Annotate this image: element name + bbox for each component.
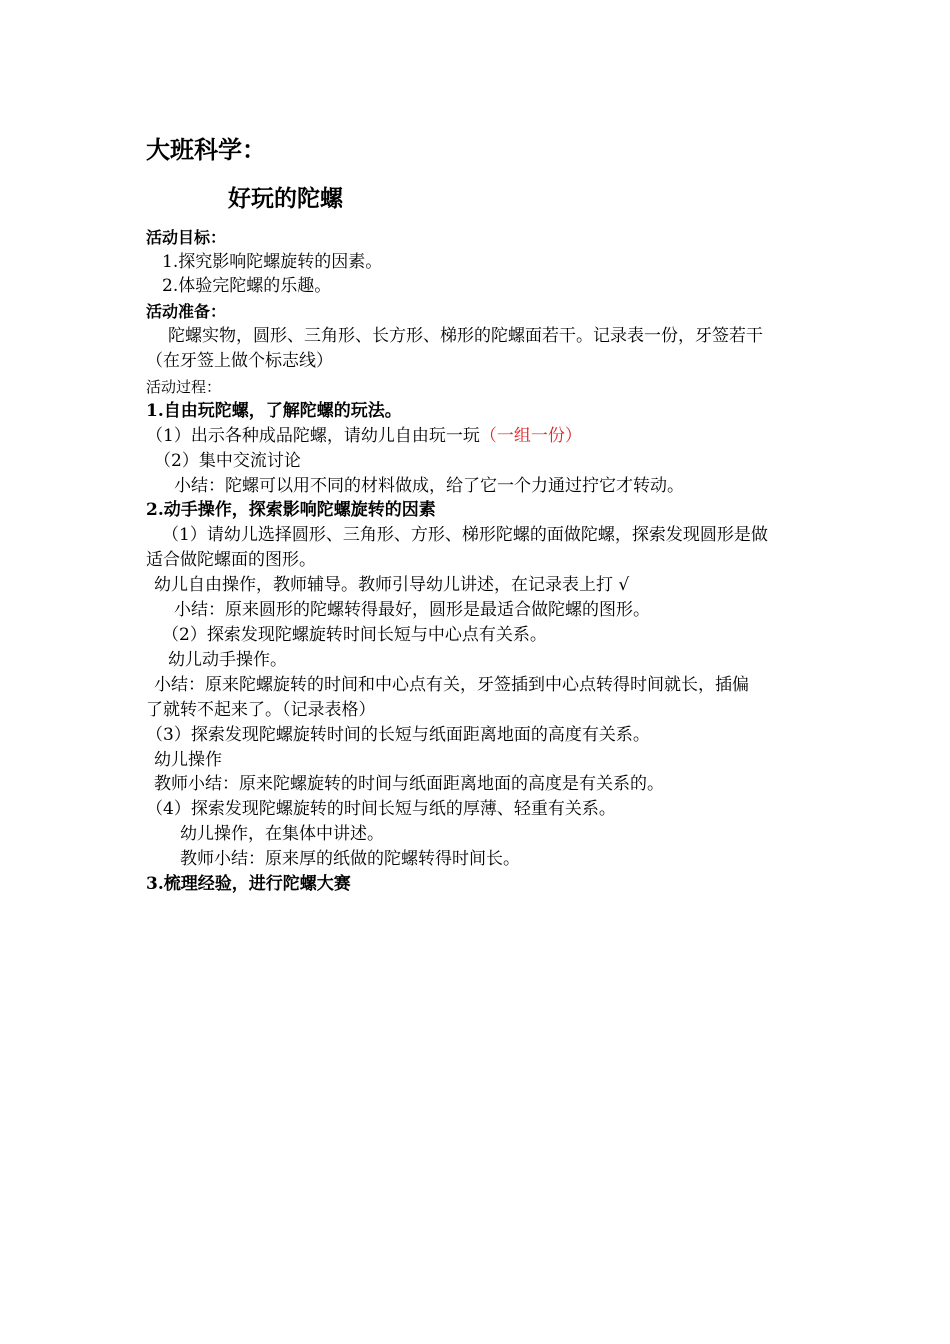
step1-heading: 1.自由玩陀螺，了解陀螺的玩法。 <box>146 401 402 421</box>
step2-item4-op: 幼儿操作，在集体中讲述。 <box>180 824 384 844</box>
goal-item: 1.探究影响陀螺旋转的因素。 <box>162 252 383 272</box>
prep-text: 陀螺实物，圆形、三角形、长方形、梯形的陀螺面若干。记录表一份，牙签若干 <box>168 326 763 346</box>
prep-text: （在牙签上做个标志线） <box>146 351 333 371</box>
step2-item3-summary: 教师小结：原来陀螺旋转的时间与纸面距离地面的高度是有关系的。 <box>154 774 664 794</box>
step1-item1-text: （1）出示各种成品陀螺，请幼儿自由玩一玩 <box>146 426 480 446</box>
step2-item4-summary: 教师小结：原来厚的纸做的陀螺转得时间长。 <box>180 849 520 869</box>
step2-item2-summary-cont: 了就转不起来了。（记录表格） <box>146 700 376 720</box>
step2-item2-op: 幼儿动手操作。 <box>168 650 287 670</box>
step2-item1: （1）请幼儿选择圆形、三角形、方形、梯形陀螺的面做陀螺，探索发现圆形是做 <box>162 525 768 545</box>
goals-heading: 活动目标： <box>146 228 227 247</box>
step2-heading: 2.动手操作，探索影响陀螺旋转的因素 <box>146 500 436 520</box>
step1-item2: （2）集中交流讨论 <box>154 451 301 471</box>
prep-heading: 活动准备： <box>146 302 227 321</box>
document-title: 大班科学： <box>146 136 266 164</box>
step2-item2: （2）探索发现陀螺旋转时间长短与中心点有关系。 <box>162 625 547 645</box>
document-subtitle: 好玩的陀螺 <box>228 186 343 212</box>
step2-item2-summary: 小结：原来陀螺旋转的时间和中心点有关，牙签插到中心点转得时间就长，插偏 <box>154 675 749 695</box>
step1-item1-note: （一组一份） <box>479 426 582 446</box>
goal-item: 2.体验完陀螺的乐趣。 <box>162 276 332 296</box>
step2-item1-cont: 适合做陀螺面的图形。 <box>146 550 316 570</box>
step2-item3: （3）探索发现陀螺旋转时间的长短与纸面距离地面的高度有关系。 <box>146 725 650 745</box>
step3-heading: 3.梳理经验，进行陀螺大赛 <box>146 874 351 894</box>
step2-item1-op: 幼儿自由操作，教师辅导。教师引导幼儿讲述，在记录表上打 √ <box>154 575 630 595</box>
process-heading: 活动过程： <box>146 378 222 396</box>
step1-item1 <box>146 424 582 448</box>
step2-item1-summary: 小结：原来圆形的陀螺转得最好，圆形是最适合做陀螺的图形。 <box>174 600 650 620</box>
step2-item4: （4）探索发现陀螺旋转的时间长短与纸的厚薄、轻重有关系。 <box>146 799 616 819</box>
step1-summary: 小结：陀螺可以用不同的材料做成，给了它一个力通过拧它才转动。 <box>174 476 684 496</box>
step2-item3-op: 幼儿操作 <box>154 750 222 770</box>
